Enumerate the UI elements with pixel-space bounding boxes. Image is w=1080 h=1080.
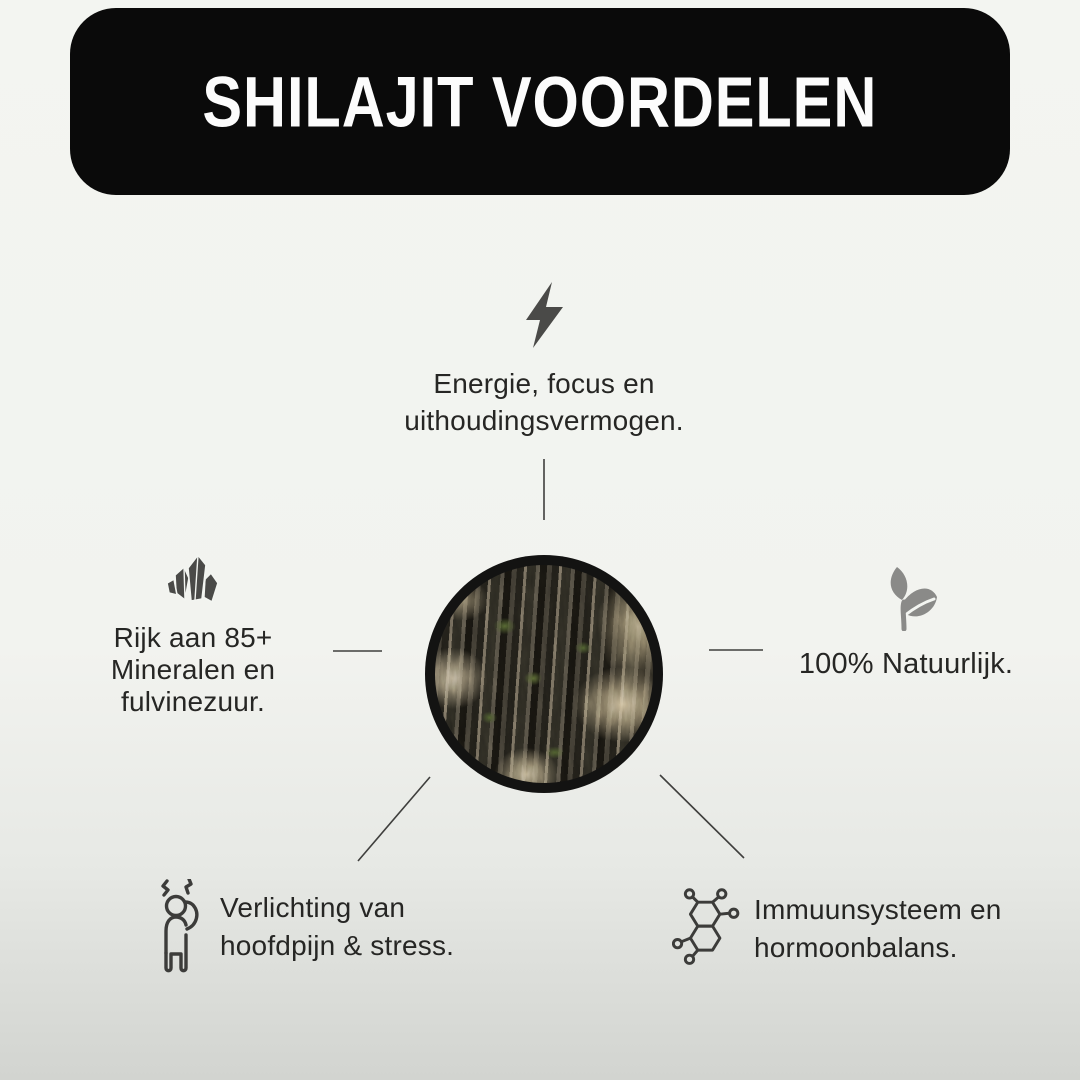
text-line: hoofdpijn & stress. <box>220 930 455 961</box>
lightning-icon <box>518 282 570 348</box>
center-image-ring <box>425 555 663 793</box>
text-line: uithoudingsvermogen. <box>404 405 684 436</box>
text-line: Verlichting van <box>220 892 406 923</box>
connector-bottom-right <box>660 775 744 858</box>
shilajit-rock-image <box>435 565 653 783</box>
text-line: hormoonbalans. <box>754 932 958 963</box>
text-line: 100% Natuurlijk. <box>798 648 1014 680</box>
text-line: Energie, focus en <box>433 368 655 399</box>
headache-person-icon <box>146 879 210 975</box>
benefit-minerals <box>58 553 328 718</box>
text-line: Mineralen en <box>110 654 276 685</box>
text-line: Immuunsysteem en <box>754 894 1002 925</box>
crystal-icon <box>164 553 222 609</box>
benefit-energy <box>294 282 794 439</box>
benefit-stress-label <box>220 879 454 965</box>
benefit-natural-label <box>755 646 1057 683</box>
benefit-stress <box>146 879 454 975</box>
benefit-immune <box>672 887 1002 969</box>
leaf-icon <box>875 565 937 631</box>
benefit-natural <box>755 565 1057 683</box>
benefit-immune-label <box>754 887 1002 967</box>
connector-bottom-left <box>358 777 430 861</box>
text-line: Rijk aan 85+ <box>113 622 273 653</box>
molecule-icon <box>672 887 742 969</box>
text-line: fulvinezuur. <box>120 686 266 717</box>
benefit-minerals-label <box>58 622 328 718</box>
page-title: SHILAJIT VOORDELEN <box>202 61 878 142</box>
benefit-energy-label <box>294 365 794 439</box>
